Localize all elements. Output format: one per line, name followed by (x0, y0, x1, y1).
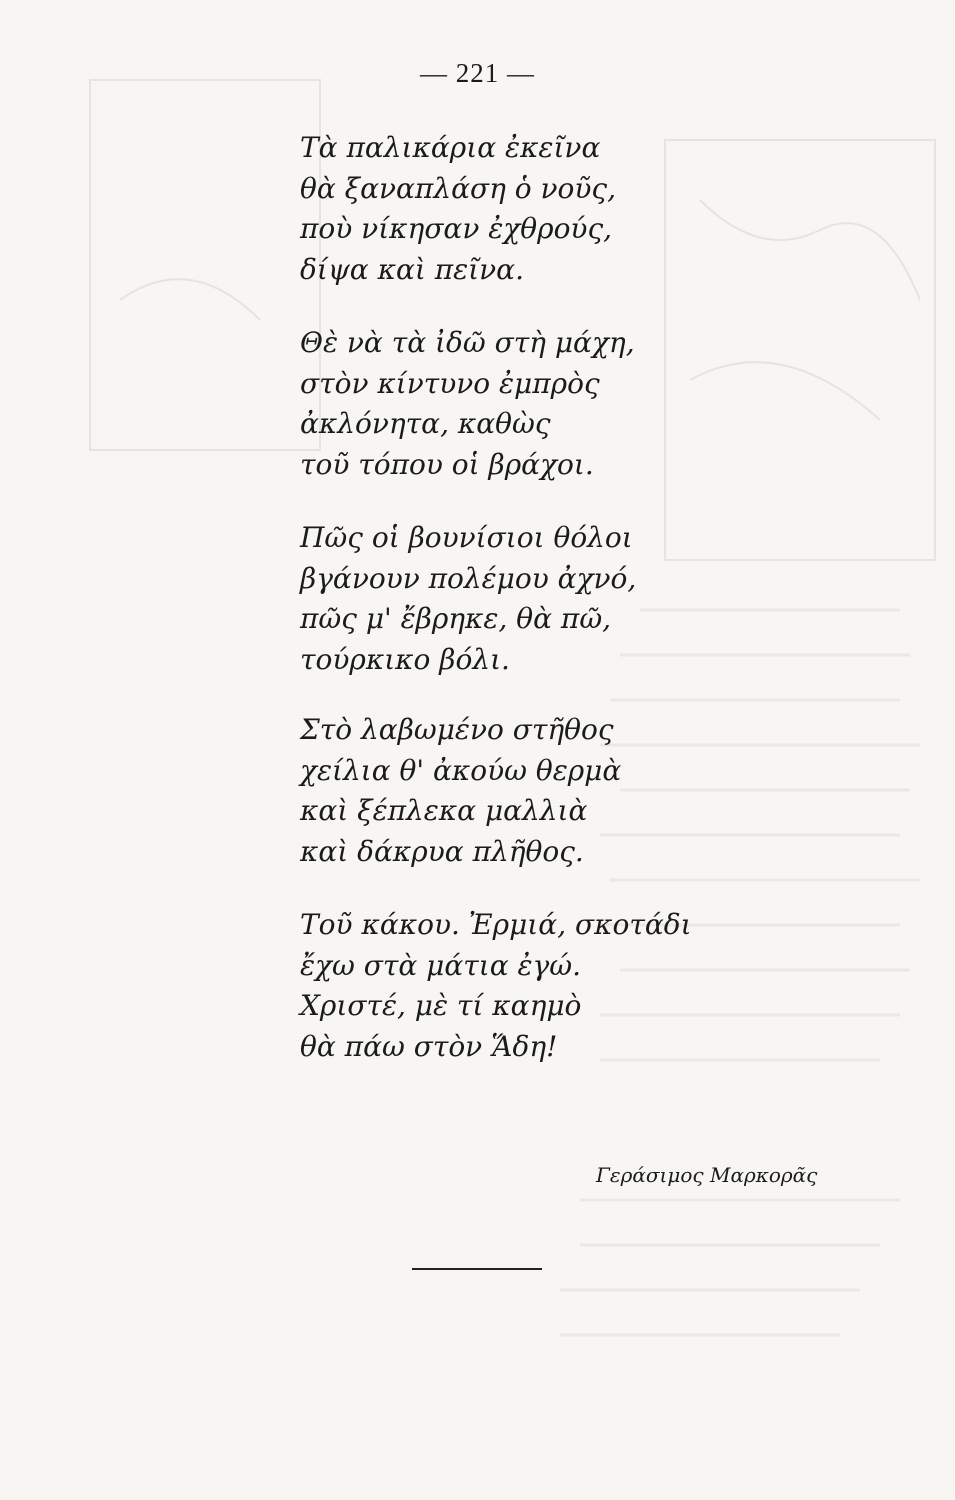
stanza-1 (300, 128, 720, 290)
stanza-3 (300, 518, 720, 680)
stanza-4 (300, 710, 720, 872)
poem-line: Τὰ παλικάρια ἐκεῖνα (300, 131, 601, 164)
poem-line: ἔχω στὰ μάτια ἐγώ. (300, 948, 582, 982)
poem-line: χείλια θ' ἀκούω θερμὰ (300, 753, 622, 787)
poem-line: τοῦ τόπου οἱ βράχοι. (300, 447, 594, 481)
poem-line: καὶ δάκρυα πλῆθος. (300, 834, 584, 868)
poem-line: Πῶς οἱ βουνίσιοι θόλοι (300, 521, 633, 554)
poem-line: καὶ ξέπλεκα μαλλιὰ (300, 794, 588, 827)
poem-line: ἀκλόνητα, καθὼς (300, 407, 551, 440)
poem-line: τούρκικο βόλι. (300, 642, 510, 676)
poem-line: ποὺ νίκησαν ἐχθρούς, (300, 212, 613, 245)
poem-line: θὰ πάω στὸν Ἅδη! (300, 1029, 558, 1063)
poem-line: θὰ ξαναπλάση ὁ νοῦς, (300, 171, 617, 205)
poem-line: Στὸ λαβωμένο στῆθος (300, 713, 614, 746)
poem-line: Θὲ νὰ τὰ ἰδῶ στὴ μάχη, (300, 326, 635, 359)
poem-line: δίψα καὶ πεῖνα. (300, 252, 524, 286)
poem-line: στὸν κίντυνο ἐμπρὸς (300, 366, 600, 400)
stanza-2 (300, 323, 720, 485)
stanza-5 (300, 905, 720, 1067)
poem-line: Χριστέ, μὲ τί καημὸ (300, 989, 582, 1022)
page-number: — 221 — (420, 58, 535, 88)
poem-line: Τοῦ κάκου. Ἐρμιά, σκοτάδι (300, 908, 692, 941)
poem (300, 128, 720, 1100)
poem-line: πῶς μ' ἔβρηκε, θὰ πῶ, (300, 602, 612, 635)
poem-line: βγάνουν πολέμου ἀχνό, (300, 561, 637, 595)
end-divider (412, 1268, 542, 1270)
author-signature: Γεράσιμος Μαρκορᾶς (596, 1163, 818, 1187)
